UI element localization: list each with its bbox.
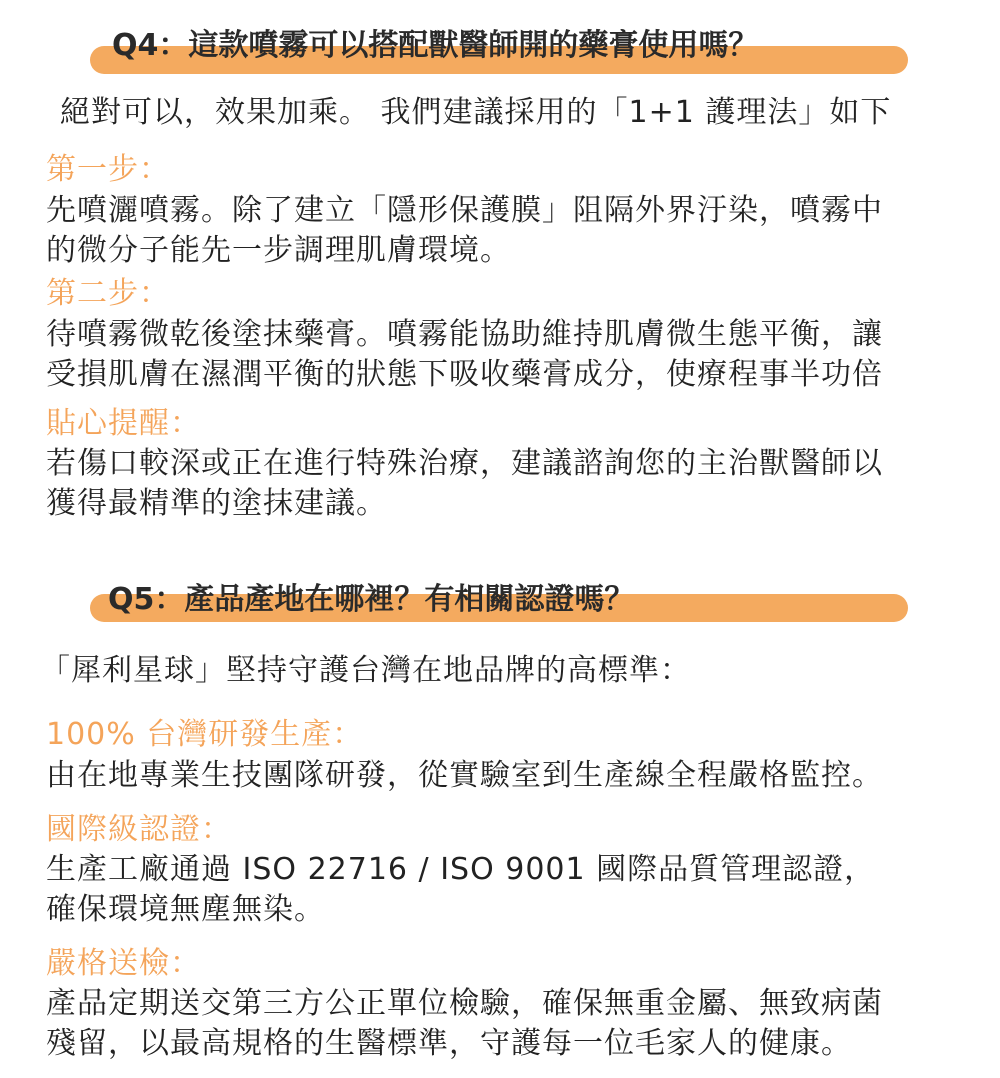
q4-step2-line1: 待噴霧微乾後塗抹藥膏。噴霧能協助維持肌膚微生態平衡，讓 <box>46 317 883 352</box>
q5-certification-line2: 確保環境無塵無染。 <box>46 892 325 927</box>
q5-testing-line1: 產品定期送交第三方公正單位檢驗，確保無重金屬、無致病菌 <box>46 986 883 1021</box>
q4-tip-line1: 若傷口較深或正在進行特殊治療，建議諮詢您的主治獸醫師以 <box>46 446 883 481</box>
q4-intro: 絕對可以，效果加乘。 我們建議採用的「1+1 護理法」如下 <box>60 95 892 130</box>
q5-testing-line2: 殘留，以最高規格的生醫標準，守護每一位毛家人的健康。 <box>46 1026 852 1061</box>
q5-testing-title: 嚴格送檢： <box>46 946 201 981</box>
q5-certification-title: 國際級認證： <box>46 812 232 847</box>
q4-step1-title: 第一步： <box>46 152 170 187</box>
q4-step1-line2: 的微分子能先一步調理肌膚環境。 <box>46 233 511 268</box>
q5-made-in-taiwan-title: 100% 台灣研發生產： <box>46 717 364 752</box>
q4-step2-title: 第二步： <box>46 276 170 311</box>
q5-heading-bar <box>90 582 908 622</box>
q5-certification-line1: 生產工廠通過 ISO 22716 / ISO 9001 國際品質管理認證， <box>46 852 876 887</box>
q4-tip-title: 貼心提醒： <box>46 406 201 441</box>
q4-step2-line2: 受損肌膚在濕潤平衡的狀態下吸收藥膏成分，使療程事半功倍 <box>46 357 883 392</box>
q4-step1-line1: 先噴灑噴霧。除了建立「隱形保護膜」阻隔外界汙染，噴霧中 <box>46 193 883 228</box>
q4-heading: Q4：這款噴霧可以搭配獸醫師開的藥膏使用嗎？ <box>112 28 759 63</box>
q4-tip-line2: 獲得最精準的塗抹建議。 <box>46 486 387 521</box>
q5-intro: 「犀利星球」堅持守護台灣在地品牌的高標準： <box>40 653 691 688</box>
q5-heading: Q5：產品產地在哪裡？有相關認證嗎？ <box>108 582 635 617</box>
q5-made-in-taiwan-line1: 由在地專業生技團隊研發，從實驗室到生產線全程嚴格監控。 <box>46 758 883 793</box>
q4-heading-bar <box>90 28 908 74</box>
